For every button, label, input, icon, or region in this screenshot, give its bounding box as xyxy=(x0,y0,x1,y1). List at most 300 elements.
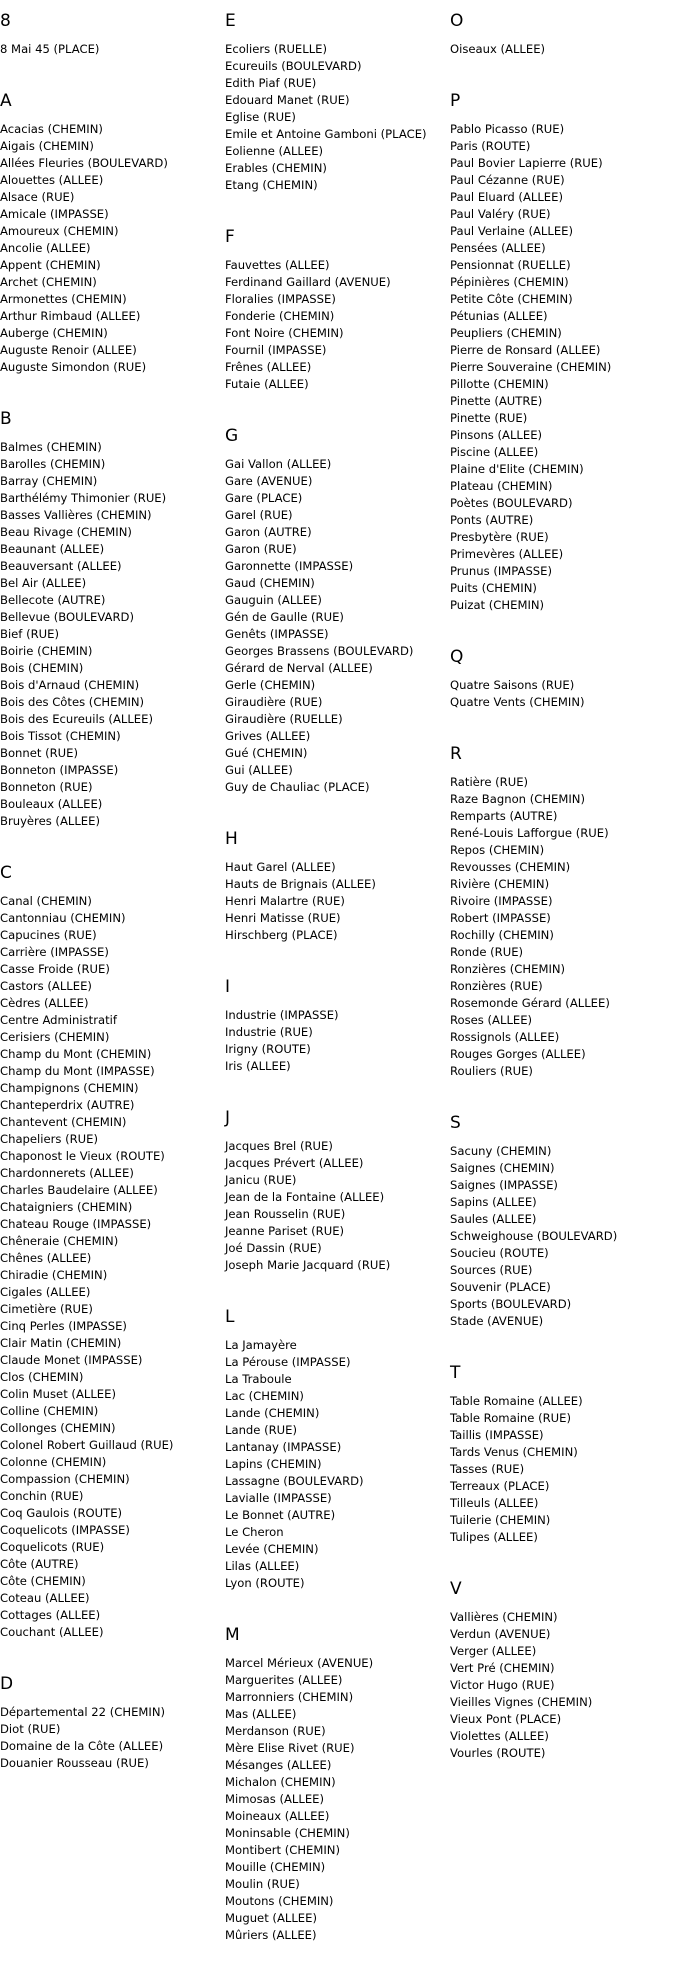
letter-section xyxy=(225,977,450,1095)
letter-section xyxy=(450,1113,675,1350)
street-entry: Bellecote (AUTRE) xyxy=(0,593,106,607)
street-entry: Violettes (ALLEE) xyxy=(450,1729,549,1743)
street-entry: Bonneton (IMPASSE) xyxy=(0,763,119,777)
section-letter-heading: R xyxy=(450,744,462,764)
street-entry: Verdun (AVENUE) xyxy=(450,1627,551,1641)
street-entry: Levée (CHEMIN) xyxy=(225,1542,319,1556)
street-entry: Pépinières (CHEMIN) xyxy=(450,275,569,289)
street-entry: Paul Verlaine (ALLEE) xyxy=(450,224,574,238)
section-spacer xyxy=(225,1944,450,1964)
street-entry: Irigny (ROUTE) xyxy=(225,1042,311,1056)
street-entry: Gare (PLACE) xyxy=(225,491,303,505)
section-spacer xyxy=(450,1080,675,1100)
street-entry: Bois des Ecureuils (ALLEE) xyxy=(0,712,153,726)
section-letter-heading: V xyxy=(450,1579,462,1599)
street-entry: Piscine (ALLEE) xyxy=(450,445,539,459)
street-entry: Barolles (CHEMIN) xyxy=(0,457,106,471)
street-entry: Barray (CHEMIN) xyxy=(0,474,98,488)
street-entry: Mésanges (ALLEE) xyxy=(225,1758,332,1772)
street-entry: Hauts de Brignais (ALLEE) xyxy=(225,877,376,891)
street-entry: Cerisiers (CHEMIN) xyxy=(0,1030,110,1044)
street-entry: Coq Gaulois (ROUTE) xyxy=(0,1506,123,1520)
street-entry: Floralies (IMPASSE) xyxy=(225,292,336,306)
street-entry: Amicale (IMPASSE) xyxy=(0,207,109,221)
street-entry: Robert (IMPASSE) xyxy=(450,911,551,925)
section-letter-heading: D xyxy=(0,1674,14,1694)
street-entry: Claude Monet (IMPASSE) xyxy=(0,1353,143,1367)
section-spacer xyxy=(225,1274,450,1294)
street-entry: Tuilerie (CHEMIN) xyxy=(450,1513,551,1527)
street-entry: Mimosas (ALLEE) xyxy=(225,1792,325,1806)
street-entry: Bel Air (ALLEE) xyxy=(0,576,87,590)
street-entry: Ratière (RUE) xyxy=(450,775,529,789)
street-entry: Auguste Renoir (ALLEE) xyxy=(0,343,137,357)
street-entry: Gérard de Nerval (ALLEE) xyxy=(225,661,373,675)
street-entry: Aigais (CHEMIN) xyxy=(0,139,94,153)
street-entry: Bois des Côtes (CHEMIN) xyxy=(0,695,145,709)
letter-section xyxy=(450,647,675,731)
section-letter-heading: F xyxy=(225,227,235,247)
index-column-3 xyxy=(450,0,675,1782)
street-entry: Cigales (ALLEE) xyxy=(0,1285,91,1299)
street-entry: Capucines (RUE) xyxy=(0,928,97,942)
section-letter-heading: A xyxy=(0,91,12,111)
street-entry: Chataigniers (CHEMIN) xyxy=(0,1200,133,1214)
street-entry: Repos (CHEMIN) xyxy=(450,843,545,857)
section-letter-heading: B xyxy=(0,409,12,429)
section-spacer xyxy=(225,1075,450,1095)
street-entry: Industrie (IMPASSE) xyxy=(225,1008,339,1022)
street-entry: Fonderie (CHEMIN) xyxy=(225,309,335,323)
street-entry: Oiseaux (ALLEE) xyxy=(450,42,546,56)
street-entry: Rosemonde Gérard (ALLEE) xyxy=(450,996,610,1010)
section-spacer xyxy=(225,944,450,964)
letter-section xyxy=(0,1674,225,1792)
street-entry: Industrie (RUE) xyxy=(225,1025,313,1039)
section-letter-heading: C xyxy=(0,863,12,883)
street-entry: Rochilly (CHEMIN) xyxy=(450,928,554,942)
street-entry: Casse Froide (RUE) xyxy=(0,962,110,976)
street-entry: Pinette (RUE) xyxy=(450,411,528,425)
street-entry: Eglise (RUE) xyxy=(225,110,296,124)
street-entry: Haut Garel (ALLEE) xyxy=(225,860,336,874)
street-entry: Iris (ALLEE) xyxy=(225,1059,291,1073)
street-entry: Bonnet (RUE) xyxy=(0,746,79,760)
street-entry: Pablo Picasso (RUE) xyxy=(450,122,565,136)
street-entry: Colonne (CHEMIN) xyxy=(0,1455,107,1469)
street-entry: Mas (ALLEE) xyxy=(225,1707,297,1721)
street-entry: Départemental 22 (CHEMIN) xyxy=(0,1705,166,1719)
street-entry: Beauversant (ALLEE) xyxy=(0,559,122,573)
street-entry: Champ du Mont (CHEMIN) xyxy=(0,1047,152,1061)
street-entry: Moutons (CHEMIN) xyxy=(225,1894,334,1908)
section-letter-heading: H xyxy=(225,829,238,849)
street-entry: Acacias (CHEMIN) xyxy=(0,122,103,136)
street-entry: Cottages (ALLEE) xyxy=(0,1608,101,1622)
street-entry: Jean de la Fontaine (ALLEE) xyxy=(225,1190,385,1204)
street-entry: Puits (CHEMIN) xyxy=(450,581,537,595)
street-entry: Lande (CHEMIN) xyxy=(225,1406,320,1420)
street-entry: Ronde (RUE) xyxy=(450,945,524,959)
street-entry: Paul Eluard (ALLEE) xyxy=(450,190,563,204)
street-entry: Fauvettes (ALLEE) xyxy=(225,258,330,272)
street-entry: Tards Venus (CHEMIN) xyxy=(450,1445,578,1459)
letter-section xyxy=(450,1363,675,1566)
street-entry: Gare (AVENUE) xyxy=(225,474,313,488)
street-entry: Jeanne Pariset (RUE) xyxy=(225,1224,345,1238)
street-entry: Table Romaine (RUE) xyxy=(450,1411,571,1425)
street-entry: Souvenir (PLACE) xyxy=(450,1280,551,1294)
street-entry: Mouille (CHEMIN) xyxy=(225,1860,326,1874)
street-entry: Chênes (ALLEE) xyxy=(0,1251,92,1265)
street-entry: Chêneraie (CHEMIN) xyxy=(0,1234,119,1248)
street-entry: Garon (AUTRE) xyxy=(225,525,312,539)
street-entry: Armonettes (CHEMIN) xyxy=(0,292,127,306)
street-entry: Saules (ALLEE) xyxy=(450,1212,537,1226)
street-entry: Mère Elise Rivet (RUE) xyxy=(225,1741,355,1755)
street-entry: Marguerites (ALLEE) xyxy=(225,1673,343,1687)
street-entry: Lapins (CHEMIN) xyxy=(225,1457,322,1471)
street-entry: Cèdres (ALLEE) xyxy=(0,996,89,1010)
letter-section xyxy=(225,1108,450,1294)
street-entry: Couchant (ALLEE) xyxy=(0,1625,104,1639)
street-entry: Collonges (CHEMIN) xyxy=(0,1421,116,1435)
street-entry: Lac (CHEMIN) xyxy=(225,1389,304,1403)
street-entry: Paris (ROUTE) xyxy=(450,139,531,153)
street-entry: Futaie (ALLEE) xyxy=(225,377,309,391)
street-entry: Verger (ALLEE) xyxy=(450,1644,537,1658)
street-entry: Hirschberg (PLACE) xyxy=(225,928,338,942)
street-entry: Poètes (BOULEVARD) xyxy=(450,496,573,510)
street-entry: Font Noire (CHEMIN) xyxy=(225,326,344,340)
street-entry: Eolienne (ALLEE) xyxy=(225,144,324,158)
street-entry: Gén de Gaulle (RUE) xyxy=(225,610,344,624)
letter-section xyxy=(0,91,225,396)
street-entry: René-Louis Lafforgue (RUE) xyxy=(450,826,609,840)
street-entry: Giraudière (RUE) xyxy=(225,695,323,709)
letter-section xyxy=(225,426,450,816)
section-letter-heading: S xyxy=(450,1113,461,1133)
street-entry: Henri Malartre (RUE) xyxy=(225,894,345,908)
street-entry: Centre Administratif xyxy=(0,1013,117,1027)
street-entry: Puizat (CHEMIN) xyxy=(450,598,545,612)
street-entry: Terreaux (PLACE) xyxy=(450,1479,550,1493)
street-entry: Giraudière (RUELLE) xyxy=(225,712,343,726)
section-letter-heading: Q xyxy=(450,647,464,667)
street-entry: Chardonnerets (ALLEE) xyxy=(0,1166,134,1180)
street-entry: Carrière (IMPASSE) xyxy=(0,945,109,959)
street-entry: Canal (CHEMIN) xyxy=(0,894,92,908)
street-entry: Lavialle (IMPASSE) xyxy=(225,1491,332,1505)
street-entry: Garel (RUE) xyxy=(225,508,293,522)
letter-section xyxy=(0,11,225,78)
street-entry: Boirie (CHEMIN) xyxy=(0,644,93,658)
street-entry: Mûriers (ALLEE) xyxy=(225,1928,317,1942)
street-entry: Ponts (AUTRE) xyxy=(450,513,534,527)
street-entry: Montibert (CHEMIN) xyxy=(225,1843,340,1857)
street-entry: La Pérouse (IMPASSE) xyxy=(225,1355,351,1369)
street-entry: Edith Piaf (RUE) xyxy=(225,76,317,90)
street-entry: Lyon (ROUTE) xyxy=(225,1576,305,1590)
street-entry: Beau Rivage (CHEMIN) xyxy=(0,525,132,539)
letter-section xyxy=(450,744,675,1100)
section-letter-heading: L xyxy=(225,1307,235,1327)
street-entry: Jean Rousselin (RUE) xyxy=(225,1207,346,1221)
street-entry: Arthur Rimbaud (ALLEE) xyxy=(0,309,141,323)
section-spacer xyxy=(225,393,450,413)
street-entry: Michalon (CHEMIN) xyxy=(225,1775,336,1789)
street-entry: Coquelicots (RUE) xyxy=(0,1540,105,1554)
street-entry: Quatre Saisons (RUE) xyxy=(450,678,575,692)
section-letter-heading: M xyxy=(225,1625,240,1645)
street-entry: Paul Valéry (RUE) xyxy=(450,207,551,221)
street-entry: Vallières (CHEMIN) xyxy=(450,1610,558,1624)
section-spacer xyxy=(0,376,225,396)
street-entry: Frênes (ALLEE) xyxy=(225,360,312,374)
street-entry: Rivoire (IMPASSE) xyxy=(450,894,553,908)
street-entry: Coteau (ALLEE) xyxy=(0,1591,90,1605)
street-entry: Diot (RUE) xyxy=(0,1722,61,1736)
street-entry: Ecoliers (RUELLE) xyxy=(225,42,328,56)
street-entry: Georges Brassens (BOULEVARD) xyxy=(225,644,414,658)
street-entry: Erables (CHEMIN) xyxy=(225,161,327,175)
street-entry: Rouliers (RUE) xyxy=(450,1064,533,1078)
section-spacer xyxy=(225,1592,450,1612)
street-entry: Balmes (CHEMIN) xyxy=(0,440,102,454)
street-entry: Jacques Prévert (ALLEE) xyxy=(225,1156,364,1170)
street-entry: Bouleaux (ALLEE) xyxy=(0,797,103,811)
street-entry: Basses Vallières (CHEMIN) xyxy=(0,508,152,522)
street-entry: Cimetière (RUE) xyxy=(0,1302,93,1316)
street-entry: Table Romaine (ALLEE) xyxy=(450,1394,583,1408)
section-spacer xyxy=(450,1546,675,1566)
street-entry: Soucieu (ROUTE) xyxy=(450,1246,549,1260)
letter-section xyxy=(450,91,675,634)
section-spacer xyxy=(225,194,450,214)
street-entry: Bois (CHEMIN) xyxy=(0,661,84,675)
street-entry: Moninsable (CHEMIN) xyxy=(225,1826,350,1840)
section-spacer xyxy=(225,796,450,816)
street-entry: Ronzières (RUE) xyxy=(450,979,543,993)
street-entry: Fournil (IMPASSE) xyxy=(225,343,327,357)
street-entry: Colonel Robert Guillaud (RUE) xyxy=(0,1438,174,1452)
street-entry: Vert Pré (CHEMIN) xyxy=(450,1661,555,1675)
street-entry: Sports (BOULEVARD) xyxy=(450,1297,572,1311)
street-entry: Tulipes (ALLEE) xyxy=(450,1530,538,1544)
street-entry: Sapins (ALLEE) xyxy=(450,1195,537,1209)
street-entry: Rouges Gorges (ALLEE) xyxy=(450,1047,586,1061)
street-entry: Gai Vallon (ALLEE) xyxy=(225,457,332,471)
street-entry: Champignons (CHEMIN) xyxy=(0,1081,139,1095)
street-entry: Lande (RUE) xyxy=(225,1423,298,1437)
street-entry: Gerle (CHEMIN) xyxy=(225,678,316,692)
street-entry: Tasses (RUE) xyxy=(450,1462,525,1476)
street-entry: Chapeliers (RUE) xyxy=(0,1132,99,1146)
street-entry: Ronzières (CHEMIN) xyxy=(450,962,566,976)
street-entry: Paul Bovier Lapierre (RUE) xyxy=(450,156,603,170)
street-entry: Plaine d'Elite (CHEMIN) xyxy=(450,462,584,476)
street-entry: Pensionnat (RUELLE) xyxy=(450,258,571,272)
street-entry: Garonnette (IMPASSE) xyxy=(225,559,354,573)
street-entry: Vieux Pont (PLACE) xyxy=(450,1712,562,1726)
street-entry: Revousses (CHEMIN) xyxy=(450,860,571,874)
street-entry: Schweighouse (BOULEVARD) xyxy=(450,1229,618,1243)
street-entry: Moulin (RUE) xyxy=(225,1877,300,1891)
street-entry: Alsace (RUE) xyxy=(0,190,75,204)
letter-section xyxy=(225,1307,450,1612)
street-entry: Peupliers (CHEMIN) xyxy=(450,326,562,340)
street-entry: Colline (CHEMIN) xyxy=(0,1404,99,1418)
street-entry: Presbytère (RUE) xyxy=(450,530,549,544)
street-entry: Victor Hugo (RUE) xyxy=(450,1678,555,1692)
street-entry: Petite Côte (CHEMIN) xyxy=(450,292,573,306)
street-entry: Allées Fleuries (BOULEVARD) xyxy=(0,156,168,170)
street-entry: La Jamayère xyxy=(225,1338,297,1352)
letter-section xyxy=(225,1625,450,1964)
street-entry: Archet (CHEMIN) xyxy=(0,275,97,289)
street-entry: Vourles (ROUTE) xyxy=(450,1746,546,1760)
street-entry: Saignes (CHEMIN) xyxy=(450,1161,555,1175)
section-spacer xyxy=(0,830,225,850)
street-entry: Amoureux (CHEMIN) xyxy=(0,224,119,238)
street-entry: Compassion (CHEMIN) xyxy=(0,1472,130,1486)
street-entry: Castors (ALLEE) xyxy=(0,979,92,993)
street-entry: Joé Dassin (RUE) xyxy=(225,1241,322,1255)
street-entry: Rossignols (ALLEE) xyxy=(450,1030,560,1044)
street-entry: Beaunant (ALLEE) xyxy=(0,542,105,556)
street-entry: Gui (ALLEE) xyxy=(225,763,293,777)
letter-section xyxy=(450,1579,675,1782)
street-entry: Cinq Perles (IMPASSE) xyxy=(0,1319,127,1333)
street-entry: Edouard Manet (RUE) xyxy=(225,93,350,107)
letter-section xyxy=(225,11,450,214)
section-letter-heading: E xyxy=(225,11,236,31)
street-entry: Paul Cézanne (RUE) xyxy=(450,173,565,187)
street-entry: Grives (ALLEE) xyxy=(225,729,311,743)
letter-section xyxy=(225,227,450,413)
street-entry: Chateau Rouge (IMPASSE) xyxy=(0,1217,152,1231)
street-entry: Etang (CHEMIN) xyxy=(225,178,318,192)
street-entry: Pensées (ALLEE) xyxy=(450,241,546,255)
letter-section xyxy=(0,863,225,1661)
street-entry: Chaponost le Vieux (ROUTE) xyxy=(0,1149,165,1163)
street-entry: Gué (CHEMIN) xyxy=(225,746,308,760)
street-entry: Sources (RUE) xyxy=(450,1263,533,1277)
street-entry: Stade (AVENUE) xyxy=(450,1314,544,1328)
street-entry: Clos (CHEMIN) xyxy=(0,1370,84,1384)
street-entry: Domaine de la Côte (ALLEE) xyxy=(0,1739,164,1753)
street-entry: Roses (ALLEE) xyxy=(450,1013,533,1027)
street-entry: Rivière (CHEMIN) xyxy=(450,877,550,891)
index-column-2 xyxy=(225,0,450,1964)
street-entry: Cantonniau (CHEMIN) xyxy=(0,911,126,925)
street-entry: Côte (CHEMIN) xyxy=(0,1574,86,1588)
street-entry: Pierre Souveraine (CHEMIN) xyxy=(450,360,612,374)
index-column-1 xyxy=(0,0,225,1792)
street-entry: Marcel Mérieux (AVENUE) xyxy=(225,1656,374,1670)
street-entry: Garon (RUE) xyxy=(225,542,297,556)
street-entry: Taillis (IMPASSE) xyxy=(450,1428,544,1442)
street-entry: Vieilles Vignes (CHEMIN) xyxy=(450,1695,593,1709)
street-entry: 8 Mai 45 (PLACE) xyxy=(0,42,100,56)
street-entry: Guy de Chauliac (PLACE) xyxy=(225,780,370,794)
street-entry: Auberge (CHEMIN) xyxy=(0,326,108,340)
street-entry: Pinette (AUTRE) xyxy=(450,394,543,408)
street-entry: Quatre Vents (CHEMIN) xyxy=(450,695,585,709)
section-letter-heading: P xyxy=(450,91,461,111)
section-spacer xyxy=(450,711,675,731)
street-entry: Champ du Mont (IMPASSE) xyxy=(0,1064,155,1078)
street-entry: Le Cheron xyxy=(225,1525,284,1539)
street-entry: Bellevue (BOULEVARD) xyxy=(0,610,134,624)
section-spacer xyxy=(450,614,675,634)
street-entry: Lassagne (BOULEVARD) xyxy=(225,1474,364,1488)
street-entry: Charles Baudelaire (ALLEE) xyxy=(0,1183,158,1197)
section-letter-heading: G xyxy=(225,426,239,446)
street-entry: Tilleuls (ALLEE) xyxy=(450,1496,539,1510)
street-entry: Douanier Rousseau (RUE) xyxy=(0,1756,149,1770)
street-entry: Saignes (IMPASSE) xyxy=(450,1178,558,1192)
street-entry: Primevères (ALLEE) xyxy=(450,547,564,561)
street-entry: Pétunias (ALLEE) xyxy=(450,309,548,323)
street-entry: Lilas (ALLEE) xyxy=(225,1559,300,1573)
letter-section xyxy=(225,829,450,964)
street-entry: Lantanay (IMPASSE) xyxy=(225,1440,342,1454)
street-entry: La Traboule xyxy=(225,1372,292,1386)
section-letter-heading: I xyxy=(225,977,231,997)
street-entry: Plateau (CHEMIN) xyxy=(450,479,553,493)
section-letter-heading: J xyxy=(225,1108,231,1128)
street-entry: Chanteperdrix (AUTRE) xyxy=(0,1098,135,1112)
street-entry: Chantevent (CHEMIN) xyxy=(0,1115,127,1129)
street-entry: Bonneton (RUE) xyxy=(0,780,93,794)
section-letter-heading: O xyxy=(450,11,464,31)
street-entry: Jacques Brel (RUE) xyxy=(225,1139,333,1153)
street-entry: Pillotte (CHEMIN) xyxy=(450,377,549,391)
street-entry: Ancolie (ALLEE) xyxy=(0,241,91,255)
street-entry: Bruyères (ALLEE) xyxy=(0,814,100,828)
street-entry: Ferdinand Gaillard (AVENUE) xyxy=(225,275,391,289)
street-entry: Merdanson (RUE) xyxy=(225,1724,326,1738)
street-entry: Pinsons (ALLEE) xyxy=(450,428,543,442)
street-entry: Chiradie (CHEMIN) xyxy=(0,1268,108,1282)
street-entry: Pierre de Ronsard (ALLEE) xyxy=(450,343,601,357)
street-entry: Ecureuils (BOULEVARD) xyxy=(225,59,362,73)
street-entry: Coquelicots (IMPASSE) xyxy=(0,1523,130,1537)
street-entry: Gauguin (ALLEE) xyxy=(225,593,322,607)
street-entry: Conchin (RUE) xyxy=(0,1489,84,1503)
street-entry: Appent (CHEMIN) xyxy=(0,258,101,272)
section-letter-heading: 8 xyxy=(0,11,11,31)
section-spacer xyxy=(0,58,225,78)
letter-section xyxy=(0,409,225,850)
street-entry: Joseph Marie Jacquard (RUE) xyxy=(225,1258,391,1272)
letter-section xyxy=(450,11,675,78)
street-entry: Bois d'Arnaud (CHEMIN) xyxy=(0,678,140,692)
street-entry: Colin Muset (ALLEE) xyxy=(0,1387,116,1401)
section-spacer xyxy=(0,1641,225,1661)
street-entry: Sacuny (CHEMIN) xyxy=(450,1144,552,1158)
street-entry: Moineaux (ALLEE) xyxy=(225,1809,330,1823)
street-entry: Auguste Simondon (RUE) xyxy=(0,360,147,374)
street-entry: Bois Tissot (CHEMIN) xyxy=(0,729,121,743)
street-entry: Muguet (ALLEE) xyxy=(225,1911,317,1925)
street-entry: Prunus (IMPASSE) xyxy=(450,564,553,578)
street-entry: Bief (RUE) xyxy=(0,627,59,641)
street-entry: Marronniers (CHEMIN) xyxy=(225,1690,354,1704)
street-entry: Alouettes (ALLEE) xyxy=(0,173,104,187)
section-spacer xyxy=(450,1330,675,1350)
